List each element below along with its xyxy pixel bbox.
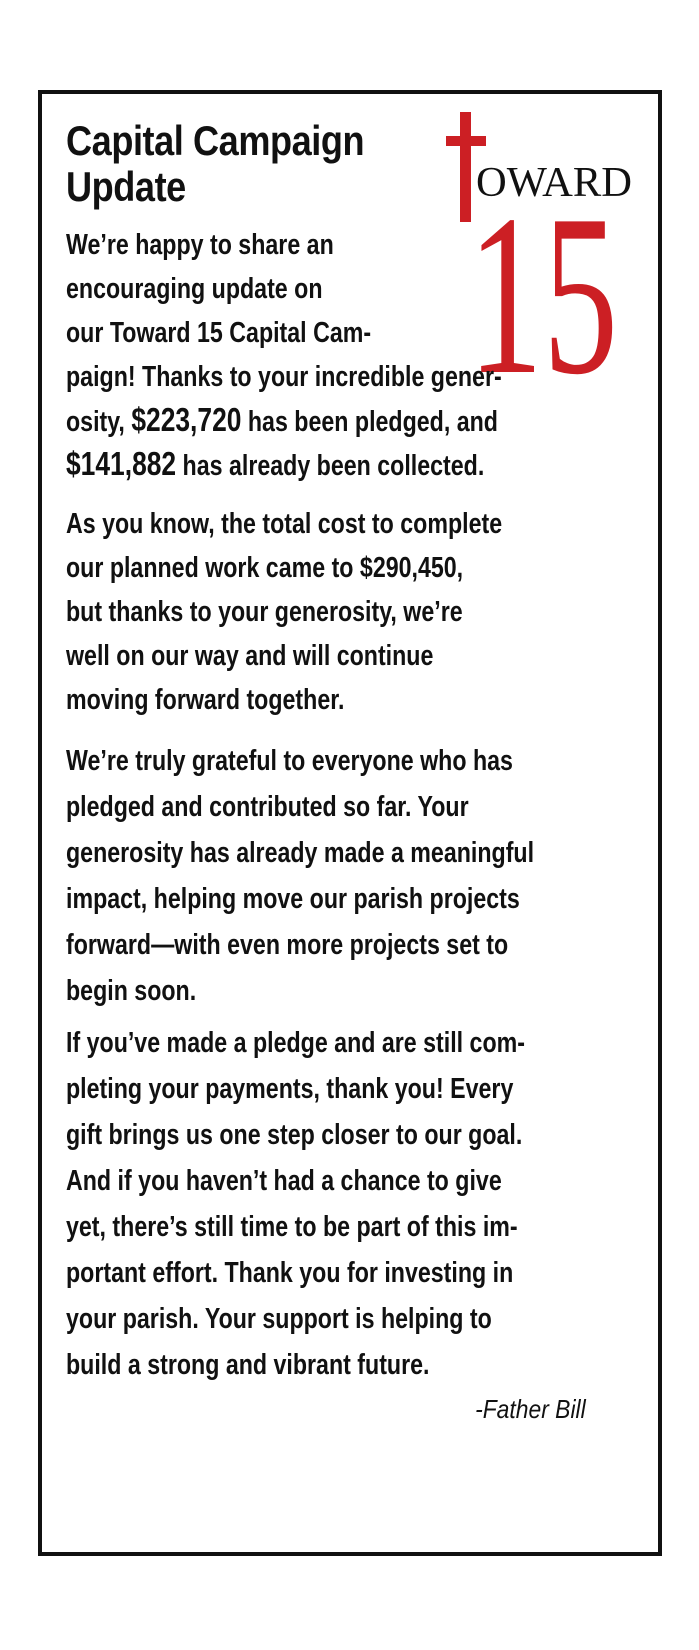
line-text: has already been collected. xyxy=(176,450,485,482)
body-line: If you’ve made a pledge and are still com- xyxy=(66,1027,525,1059)
line-text: osity, xyxy=(66,406,132,438)
logo-number: 15 xyxy=(468,167,618,390)
body-line: but thanks to your generosity, we’re xyxy=(66,596,463,628)
title-line-2: Update xyxy=(66,163,186,210)
line-text: has been pledged, and xyxy=(241,406,498,438)
body-line: begin soon. xyxy=(66,975,197,1007)
body-line: pleting your payments, thank you! Every xyxy=(66,1073,514,1105)
signature: -Father Bill xyxy=(475,1394,586,1424)
body-line: well on our way and will continue xyxy=(66,640,434,672)
body-line: As you know, the total cost to complete xyxy=(66,508,503,540)
body-line: moving forward together. xyxy=(66,684,345,716)
body-line: And if you haven’t had a chance to give xyxy=(66,1165,502,1197)
logo-word: OWARD xyxy=(476,160,632,206)
title-line-1: Capital Campaign xyxy=(66,117,365,164)
body-line: We’re truly grateful to everyone who has xyxy=(66,745,513,777)
body-line: generosity has already made a meaningful xyxy=(66,837,535,869)
toward-15-logo xyxy=(434,110,642,390)
body-line xyxy=(66,447,484,483)
body-line xyxy=(66,403,498,439)
body-line: gift brings us one step closer to our goal. xyxy=(66,1119,523,1151)
pledged-amount: $223,720 xyxy=(131,401,242,438)
page-title xyxy=(66,118,410,210)
body-line: portant effort. Thank you for investing in xyxy=(66,1257,514,1289)
body-line: our Toward 15 Capital Cam- xyxy=(66,317,372,349)
body-line: your parish. Your support is helping to xyxy=(66,1303,492,1335)
body-line: We’re happy to share an xyxy=(66,229,334,261)
campaign-update-box xyxy=(38,90,662,1556)
body-line: paign! Thanks to your incredible gener- xyxy=(66,361,502,393)
body-line: our planned work came to $290,450, xyxy=(66,552,464,584)
collected-amount: $141,882 xyxy=(66,445,177,482)
body-line: encouraging update on xyxy=(66,273,323,305)
body-line: pledged and contributed so far. Your xyxy=(66,791,469,823)
body-line: forward—with even more projects set to xyxy=(66,929,509,961)
body-line: build a strong and vibrant future. xyxy=(66,1349,430,1381)
body-line: yet, there’s still time to be part of this im- xyxy=(66,1211,518,1243)
body-line: impact, helping move our parish projects xyxy=(66,883,520,915)
